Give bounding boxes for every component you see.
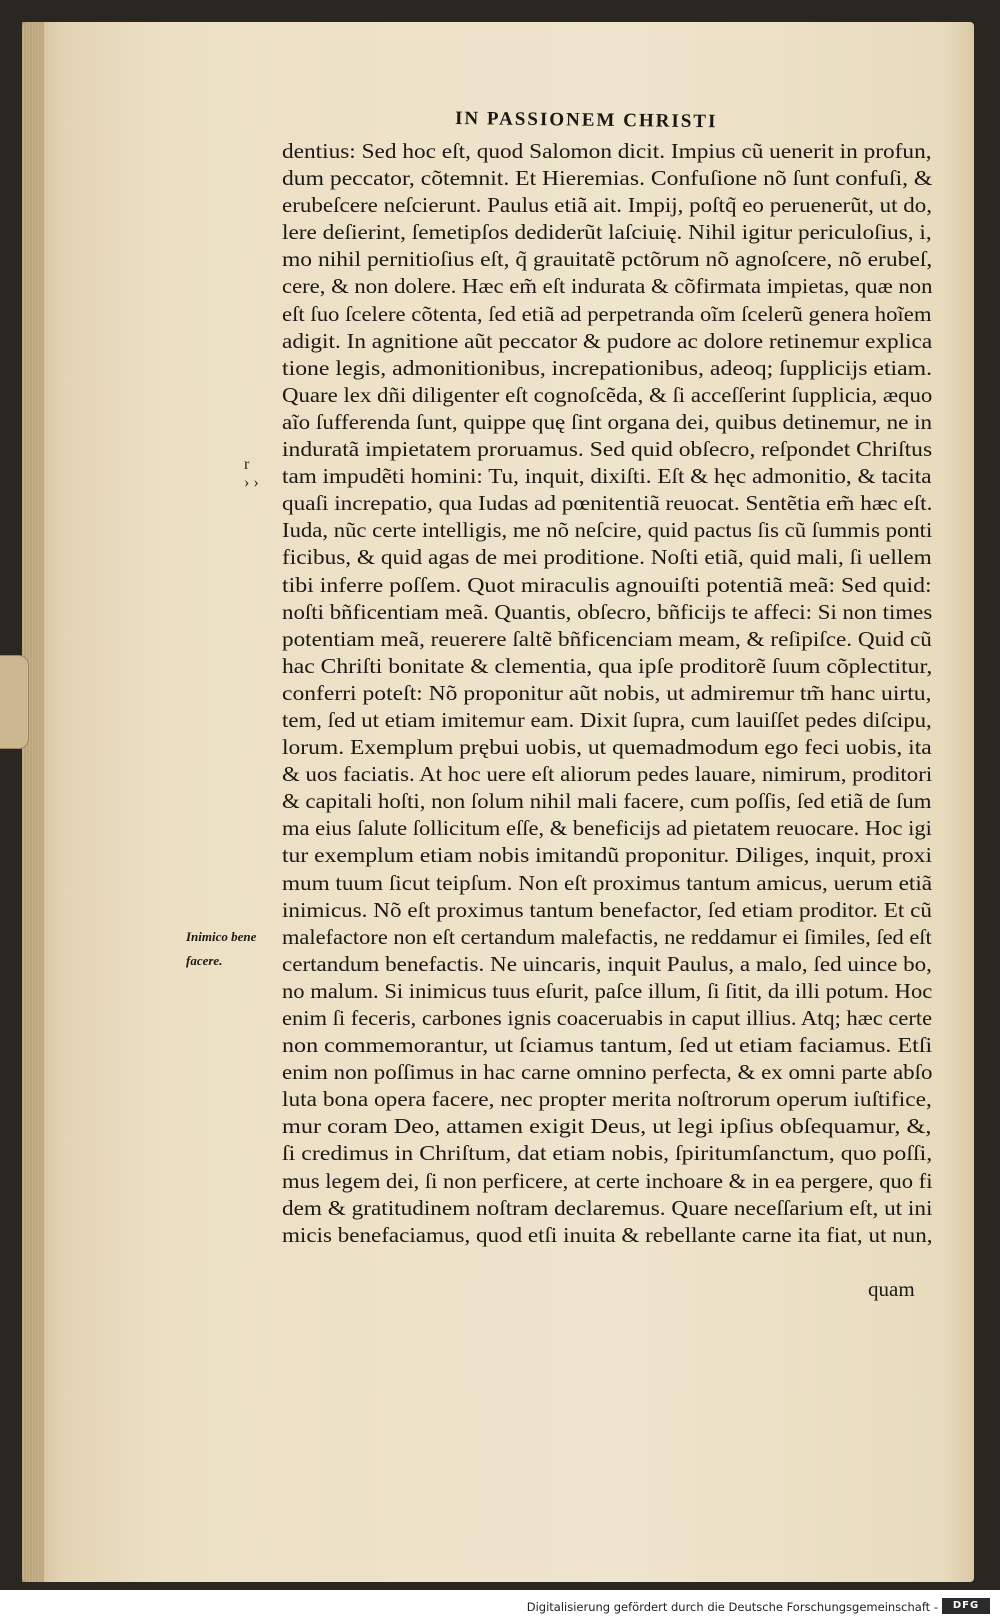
catchword: quam [868,1277,915,1301]
text-line: ma eius ſalute ſollicitum eſſe, & beneficijs ad pietatem reuocare. Hoc igi [282,816,932,841]
text-line: Quare lex dñi diligenter eſt cognoſcẽda, & ſi acceſſerint ſupplicia, æquo [282,382,933,407]
text-line: no malum. Si inimicus tuus eſurit, paſce illum, ſi ſitit, da illi potum. Hoc [282,978,933,1003]
text-line: mo nihil pernitioſius eſt, q̃ grauitatẽ pctõrum nõ agnoſcere, nõ erubeſ, [282,247,933,272]
text-line: dentius: Sed hoc eſt, quod Salomon dicit. Impius cũ uenerit in profun, [282,139,932,163]
text-line: mus legem dei, ſi non perficere, at certe inchoare & in ea pergere, quo fi [282,1168,933,1193]
text-line: tem, ſed ut etiam imitemur eam. Dixit ſupra, cum lauiſſet pedes diſcipu, [282,707,932,732]
footer-credit: Digitalisierung gefördert durch die Deutsche Forschungsgemeinschaft - [526,1600,938,1614]
text-line: luta bona opera facere, nec propter merita noſtrorum operum iuſtifice, [282,1087,932,1112]
margin-mark-top: r [244,456,250,473]
margin-mark-bottom: › › [244,474,259,491]
text-line: adigit. In agnitione aũt peccator & pudore ac dolore retinemur explica [282,328,933,353]
text-line: lorum. Exemplum prębui uobis, ut quemadmodum ego feci uobis, ita [282,735,932,760]
text-line: tam impudẽti homini: Tu, inquit, dixiſti. Eſt & hęc admonitio, & tacita [282,464,932,489]
text-line: enim non poſſimus in hac carne omnino perfecta, & ex omni parte abſo [282,1060,933,1085]
text-line: dem & gratitudinem noſtram declaremus. Quare neceſſarium eſt, ut ini [282,1195,933,1220]
text-line: tione legis, admonitionibus, increpationibus, adeoq; ſupplicijs etiam. [282,355,933,380]
text-line: conferri poteſt: Nõ proponitur aũt nobis, ut admiremur tm̃ hanc uirtu, [282,680,932,705]
text-line: potentiam meã, reuerere ſaltẽ bñficenciam meam, & reſipiſce. Quid cũ [282,626,932,651]
text-line: Iuda, nũc certe intelligis, me nõ neſcire, quid pactus ſis cũ ſummis ponti [282,518,933,543]
page-tab-marker [0,655,29,749]
text-line: noſti bñficentiam meã. Quantis, obſecro, bñficijs te affeci: Si non times [282,599,933,624]
text-line: inimicus. Nõ eſt proximus tantum benefactor, ſed etiam proditor. Et cũ [282,897,932,922]
text-line: malefactore non eſt certandum malefactis, ne reddamur ei ſimiles, ſed eſt [282,924,932,949]
text-line: mur coram Deo, attamen exigit Deus, ut legi ipſius obſequamur, &, [282,1114,932,1139]
text-line: cere, & non dolere. Hæc em̃ eſt indurata & cõfirmata impietas, quæ non [282,274,933,299]
text-line: induratã impietatem proruamus. Sed quid obſecro, reſpondet Chriſtus [282,437,933,462]
text-line: tibi inferre poſſem. Quot miraculis agnouiſti potentiã meã: Sed quid: [282,572,932,597]
running-head: IN PASSIONEM CHRISTI [454,108,718,133]
margin-note [186,925,278,973]
text-line: tur exemplum etiam nobis imitandũ proponitur. Diliges, inquit, proxi [282,843,933,868]
text-line: lere deſierint, ſemetipſos dediderũt laſciuię. Nihil igitur periculoſius, i, [282,220,932,245]
text-line: mum tuum ſicut teipſum. Non eſt proximus tantum amicus, uerum etiã [282,870,933,895]
text-line: & uos faciatis. At hoc uere eſt aliorum pedes lauare, nimirum, proditori [282,762,933,787]
margin-note-line: facere. [186,953,223,968]
text-line: eſt ſuo ſcelere cõtenta, ſed etiã ad perpetranda oĩm ſcelerũ genera hoĩem [282,301,932,326]
text-line: certandum benefactis. Ne uincaris, inquit Paulus, a malo, ſed uince bo, [282,951,932,976]
text-line: dum peccator, cõtemnit. Et Hieremias. Confuſione nõ ſunt confuſi, & [282,166,933,191]
text-line: non commemorantur, ut ſciamus tantum, ſed ut etiam faciamus. Etſi [282,1033,933,1058]
text-line: aĩo ſufferenda ſunt, quippe quę ſint organa dei, quibus detinemur, ne in [282,409,933,434]
text-line: erubeſcere neſcierunt. Paulus etiã ait. Impij, poſtq̃ eo peruenerũt, ut do, [282,193,933,218]
page-stack-edge [22,22,44,1582]
text-line: ficibus, & quid agas de mei proditione. Noſti etiã, quid mali, ſi uellem [282,545,932,570]
text-line: micis benefaciamus, quod etſi inuita & rebellante carne ita fiat, ut nun, [282,1222,933,1247]
text-line: & capitali hoſti, non ſolum nihil mali facere, cum poſſis, ſed etiã de ſum [282,789,932,814]
body-text [282,138,942,1249]
dfg-logo: DFG [942,1598,990,1614]
margin-note-line: Inimico bene [186,929,257,944]
text-line: ſi credimus in Chriſtum, dat etiam nobis, ſpiritumſanctum, quo poſſi, [282,1141,933,1166]
margin-quote-mark [244,456,259,492]
text-line: hac Chriſti bonitate & clementia, qua ipſe proditorẽ ſuum cõplectitur, [282,653,933,678]
text-line: enim ſi feceris, carbones ignis coaceruabis in caput illius. Atq; hæc certe [282,1006,933,1030]
text-line: quaſi increpatio, qua Iudas ad pœnitentiã reuocat. Sentẽtia em̃ hæc eſt. [282,491,933,516]
footer-bar [0,1590,1000,1623]
